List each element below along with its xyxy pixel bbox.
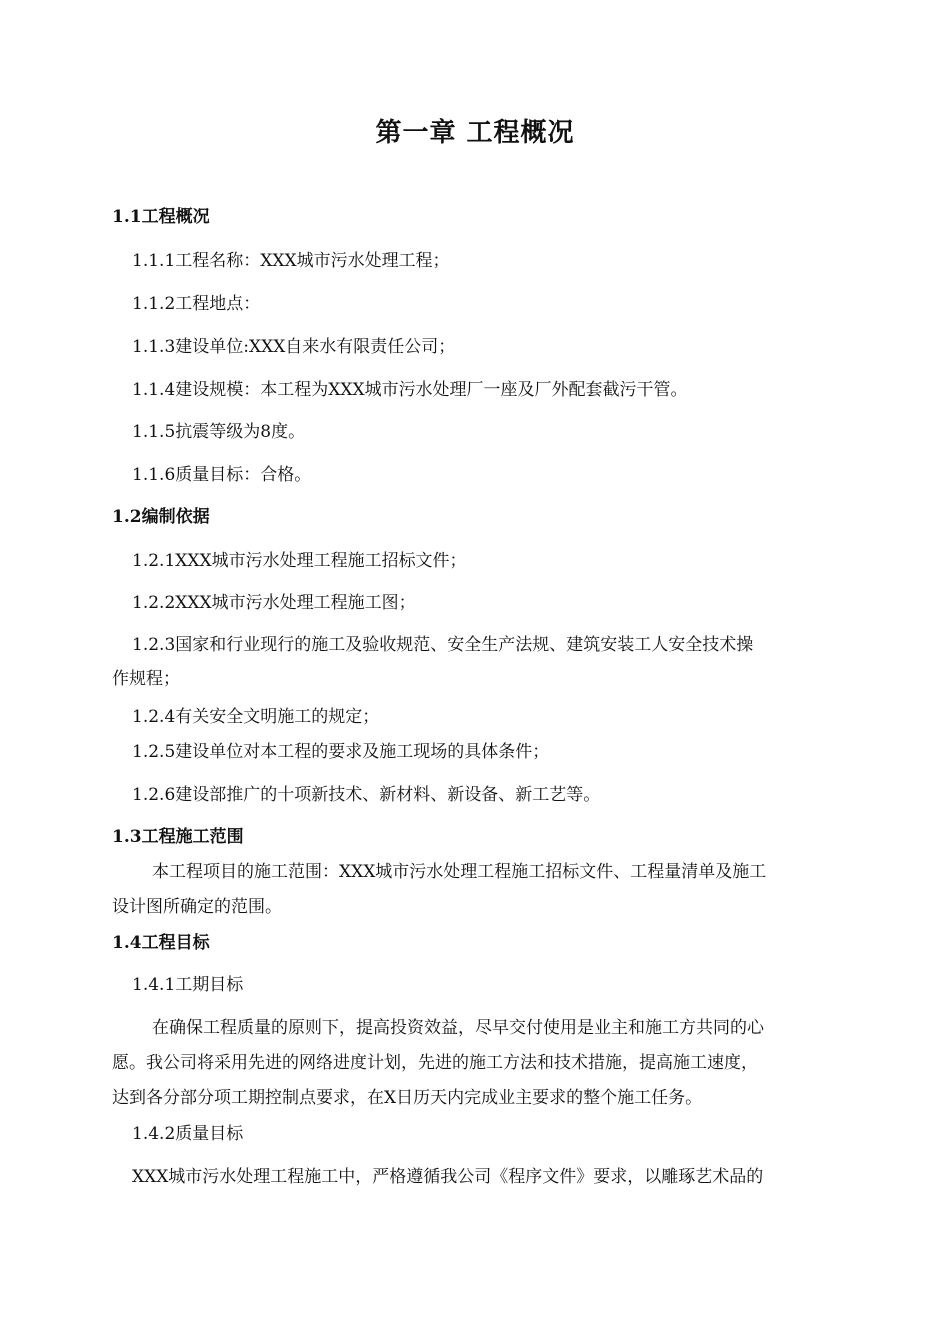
paragraph-1-2-2: 1.2.2XXX城市污水处理工程施工图；: [132, 593, 416, 613]
paragraph-quality: XXX城市污水处理工程施工中，严格遵循我公司《程序文件》要求，以雕琢艺术品的: [132, 1167, 764, 1187]
paragraph-schedule-line-3: 达到各分部分项工期控制点要求，在X日历天内完成业主要求的整个施工任务。: [112, 1088, 703, 1108]
paragraph-1-1-5: 1.1.5抗震等级为8度。: [132, 422, 306, 442]
subheading-1-4-2: 1.4.2质量目标: [132, 1124, 244, 1144]
section-heading-1-4: 1.4工程目标: [112, 933, 210, 953]
section-heading-1-2: 1.2编制依据: [112, 507, 210, 527]
paragraph-1-2-3: 1.2.3国家和行业现行的施工及验收规范、安全生产法规、建筑安装工人安全技术操: [132, 635, 754, 655]
paragraph-1-2-5: 1.2.5建设单位对本工程的要求及施工现场的具体条件；: [132, 742, 550, 762]
paragraph-schedule-line-2: 愿。我公司将采用先进的网络进度计划，先进的施工方法和技术措施，提高施工速度，: [112, 1053, 758, 1073]
paragraph-1-1-2: 1.1.2工程地点：: [132, 294, 261, 314]
paragraph-schedule-line-1: 在确保工程质量的原则下，提高投资效益，尽早交付使用是业主和施工方共同的心: [152, 1018, 764, 1038]
subheading-1-4-1: 1.4.1工期目标: [132, 975, 244, 995]
section-heading-1-3: 1.3工程施工范围: [112, 827, 244, 847]
paragraph-scope-continued: 设计图所确定的范围。: [112, 897, 282, 917]
paragraph-scope: 本工程项目的施工范围：XXX城市污水处理工程施工招标文件、工程量清单及施工: [152, 862, 767, 882]
paragraph-1-1-3: 1.1.3建设单位:XXX自来水有限责任公司；: [132, 337, 456, 357]
paragraph-1-2-3-continued: 作规程；: [112, 669, 180, 689]
paragraph-1-1-1: 1.1.1工程名称：XXX城市污水处理工程；: [132, 251, 450, 271]
paragraph-1-2-1: 1.2.1XXX城市污水处理工程施工招标文件；: [132, 551, 467, 571]
paragraph-1-2-6: 1.2.6建设部推广的十项新技术、新材料、新设备、新工艺等。: [132, 785, 601, 805]
paragraph-1-1-4: 1.1.4建设规模：本工程为XXX城市污水处理厂一座及厂外配套截污干管。: [132, 380, 688, 400]
paragraph-1-2-4: 1.2.4有关安全文明施工的规定；: [132, 707, 380, 727]
chapter-title: 第一章 工程概况: [375, 118, 575, 148]
paragraph-1-1-6: 1.1.6质量目标：合格。: [132, 465, 312, 485]
section-heading-1-1: 1.1工程概况: [112, 207, 210, 227]
